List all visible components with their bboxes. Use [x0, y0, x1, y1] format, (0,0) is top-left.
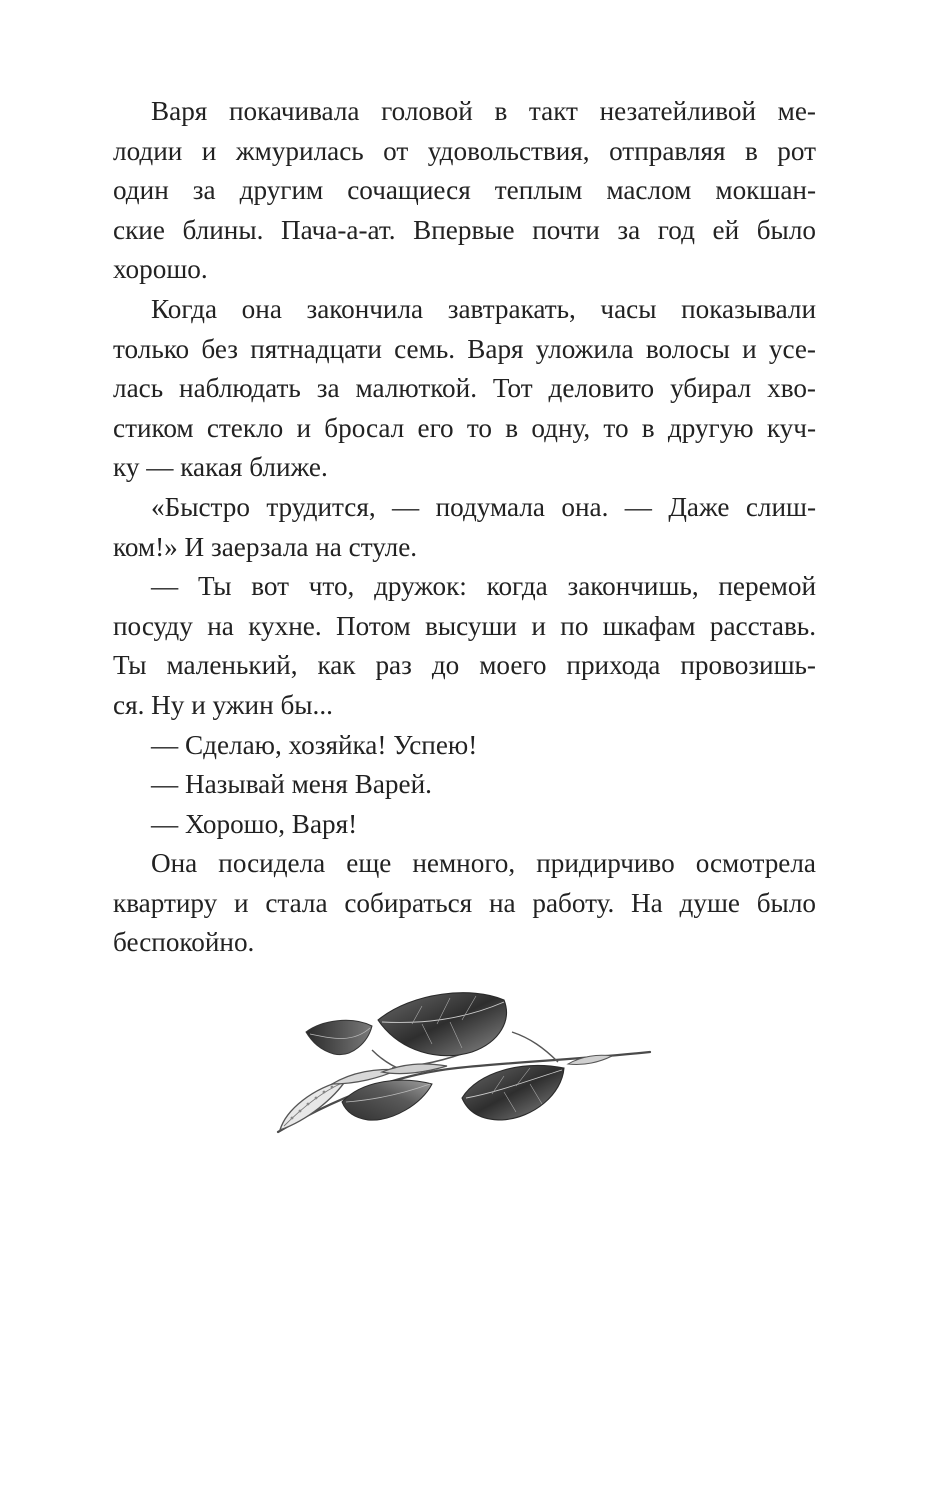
- paragraph-4: [113, 567, 816, 725]
- body-text: [113, 92, 816, 963]
- text-line: квартиру и стала собираться на работу. На душе было: [113, 887, 816, 918]
- paragraph-2: [113, 290, 816, 488]
- paragraph-5: [113, 726, 816, 766]
- text-line: ские блины. Пача-а-ат. Впервые почти за год ей было: [113, 214, 816, 245]
- paragraph-6: [113, 765, 816, 805]
- text-line: — Сделаю, хозяйка! Успею!: [151, 729, 478, 760]
- text-line: Когда она закончила завтракать, часы показывали: [151, 293, 816, 324]
- text-line: стиком стекло и бросал его то в одну, то в другую куч-: [113, 412, 816, 443]
- text-line: лодии и жмурилась от удовольствия, отправляя в рот: [113, 135, 816, 166]
- text-line: хорошо.: [113, 254, 208, 285]
- text-line: посуду на кухне. Потом высуши и по шкафам расставь.: [113, 610, 816, 641]
- text-line: Варя покачивала головой в такт незатейливой ме-: [151, 96, 816, 126]
- text-line: «Быстро трудится, — подумала она. — Даже слиш-: [151, 491, 816, 522]
- text-line: ся. Ну и ужин бы...: [113, 689, 333, 720]
- text-line: — Ты вот что, дружок: когда закончишь, перемой: [151, 571, 816, 602]
- text-line: ку — какая ближе.: [113, 452, 328, 483]
- text-line: — Хорошо, Варя!: [151, 808, 358, 839]
- text-line: ком!» И заерзала на стуле.: [113, 531, 418, 562]
- text-line: Она посидела еще немного, придирчиво осмотрела: [151, 848, 816, 879]
- text-line: только без пятнадцати семь. Варя уложила волосы и усе-: [113, 333, 816, 364]
- text-line: Ты маленький, как раз до моего прихода провозишь-: [113, 650, 816, 681]
- paragraph-7: [113, 805, 816, 845]
- text-line: — Называй меня Варей.: [151, 769, 432, 800]
- text-line: беспокойно.: [113, 927, 255, 958]
- text-line: один за другим сочащиеся теплым маслом мокшан-: [113, 175, 816, 206]
- paragraph-3: [113, 488, 816, 567]
- birch-leaves-icon: [272, 980, 656, 1140]
- paragraph-8: [113, 844, 816, 963]
- text-line: лась наблюдать за малюткой. Тот деловито убирал хво-: [113, 373, 816, 404]
- paragraph-1: [113, 92, 816, 290]
